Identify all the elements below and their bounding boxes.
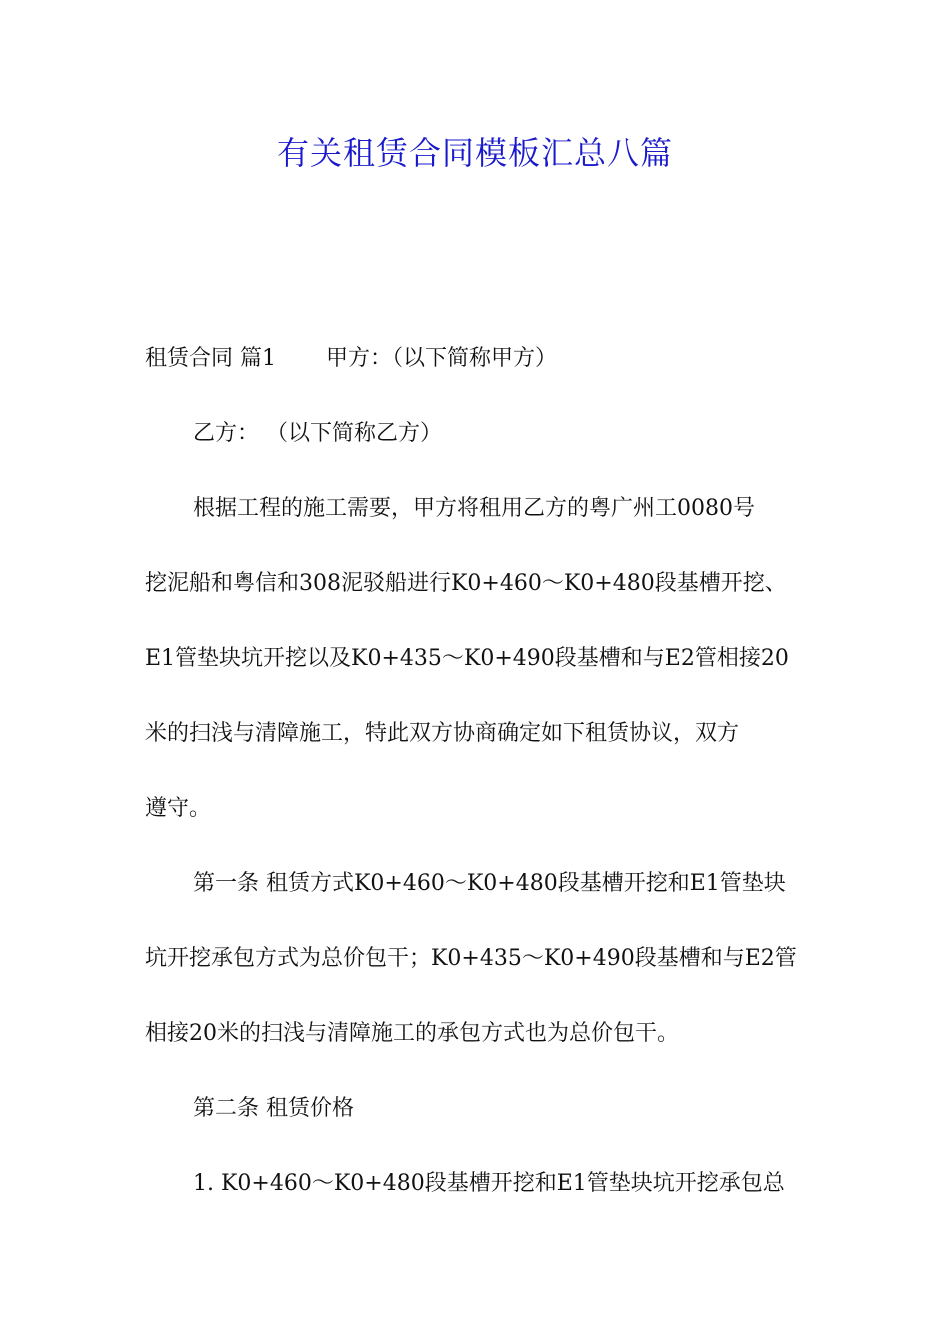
contract-heading: 租赁合同 篇1 — [145, 346, 276, 371]
article-one-line: 第一条 租赁方式K0+460～K0+480段基槽开挖和E1管垫块 — [193, 871, 786, 896]
party-b-line: 乙方： （以下简称乙方） — [193, 421, 442, 446]
article-two-item: 1. K0+460～K0+480段基槽开挖和E1管垫块坑开挖承包总 — [193, 1171, 785, 1196]
document-body — [145, 340, 825, 1203]
paragraph-line: 根据工程的施工需要，甲方将租用乙方的粤广州工0080号 — [193, 496, 755, 521]
contract-heading-line — [145, 340, 825, 378]
article-two-heading: 第二条 租赁价格 — [193, 1096, 354, 1121]
paragraph-line: 米的扫浅与清障施工，特此双方协商确定如下租赁协议，双方 — [145, 721, 740, 746]
paragraph-line: E1管垫块坑开挖以及K0+435～K0+490段基槽和与E2管相接20 — [145, 646, 789, 671]
party-a-line: 甲方：（以下简称甲方） — [326, 346, 558, 371]
paragraph-line: 挖泥船和粤信和308泥驳船进行K0+460～K0+480段基槽开挖、 — [145, 571, 787, 596]
document-title: 有关租赁合同模板汇总八篇 — [276, 134, 673, 172]
article-one-line: 相接20米的扫浅与清障施工的承包方式也为总价包干。 — [145, 1021, 679, 1046]
article-one-line: 坑开挖承包方式为总价包干；K0+435～K0+490段基槽和与E2管 — [145, 946, 797, 971]
paragraph-line: 遵守。 — [145, 796, 212, 821]
